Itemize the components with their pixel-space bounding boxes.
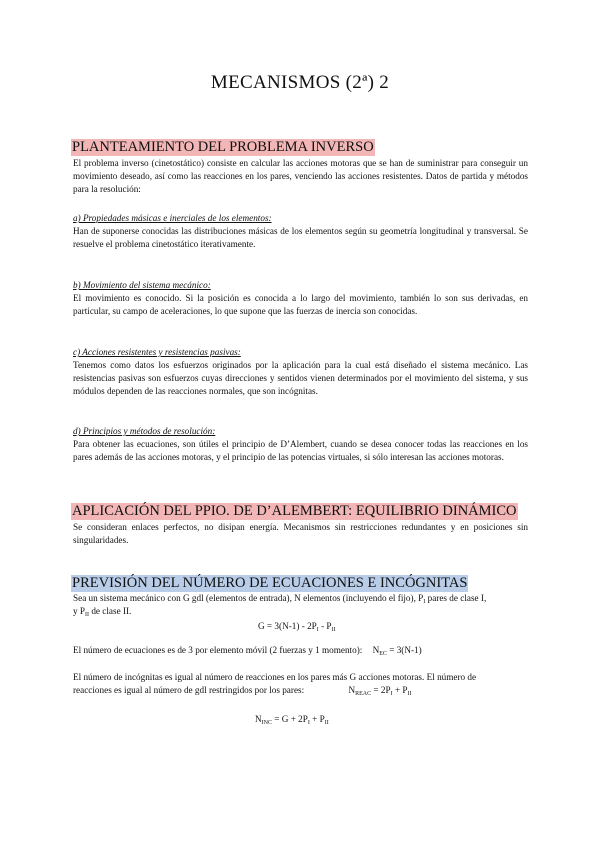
equation-nec: $N_{EC} = 3(N-1)$ [372, 645, 422, 657]
heading-dalembert: APLICACIÓN DEL PPIO. DE D’ALEMBERT: EQUILIBRIO DINÁMICO [72, 503, 517, 519]
paragraph-prevision-1: Sea un sistema mecánico con G gdl (elementos de entrada), N elementos (incluyendo el fijo), $P_I$ pares de clase I, y $P_{II}$ de clase II. [73, 593, 487, 619]
equation-gdl: $G = 3(N-1) - 2P_I - P_{II}$ [258, 621, 336, 633]
paragraph-c: Tenemos como datos los esfuerzos originados por la aplicación para la cual está diseñado el sistema mecánico. Las resistencias pasivas son esfuerzos cuyas direcciones y sentidos vienen determinados por el movimiento del sistema, y sus módulos dependen de las reacciones normales, que son incógnitas. [73, 360, 528, 397]
page-title: MECANISMOS (2ª) 2 [210, 72, 390, 93]
heading-prevision: PREVISIÓN DEL NÚMERO DE ECUACIONES E INCÓGNITAS [72, 575, 468, 591]
paragraph-inverse-intro: El problema inverso (cinetostático) consiste en calcular las acciones motoras que se han de suministrar para conseguir un movimiento deseado, así como las reacciones en los pares, venciendo las acciones resistentes. Datos de partida y métodos para la resolución: [73, 158, 528, 195]
equation-nreac: $N_{REAC} = 2P_I + P_{II}$ [348, 685, 412, 698]
paragraph-a: Han de suponerse conocidas las distribuciones másicas de los elementos según su geometría longitudinal y transversal. Se resuelve el problema cinetostático iterativamente. [73, 226, 528, 250]
paragraph-d: Para obtener las ecuaciones, son útiles el principio de D’Alembert, cuando se desea conocer todas las reacciones en los pares además de las acciones motoras, y el principio de las potencias virtuales, si sólo interesan las acciones motoras. [73, 439, 528, 463]
paragraph-b: El movimiento es conocido. Si la posición es conocida a lo largo del movimiento, también lo son sus derivadas, en particular, su campo de aceleraciones, lo que supone que las fuerzas de inercia son conocidas. [73, 293, 528, 317]
equation-ninc: $N_{INC} = G + 2P_I + P_{II}$ [255, 714, 329, 726]
heading-inverse-problem: PLANTEAMIENTO DEL PROBLEMA INVERSO [72, 139, 374, 155]
subheading-d: d) Principios y métodos de resolución: [73, 426, 216, 436]
paragraph-prevision-2: El número de ecuaciones es de 3 por elemento móvil (2 fuerzas y 1 momento): $N_{EC} = 3(N-1)$ [73, 645, 422, 657]
subheading-a: a) Propiedades másicas e inerciales de los elementos: [73, 213, 272, 223]
subheading-c: c) Acciones resistentes y resistencias pasivas: [73, 347, 241, 357]
paragraph-prevision-3: El número de incógnitas es igual al número de reacciones en los pares más G acciones motoras. El número de reacciones es igual al número de gdl restringidos por los pares: $N_{REAC} = 2P_I + P_{II}$ [73, 672, 477, 698]
paragraph-dalembert: Se consideran enlaces perfectos, no disipan energía. Mecanismos sin restricciones redundantes y en posiciones sin singularidades. [73, 522, 528, 546]
subheading-b: b) Movimiento del sistema mecánico: [73, 280, 211, 290]
